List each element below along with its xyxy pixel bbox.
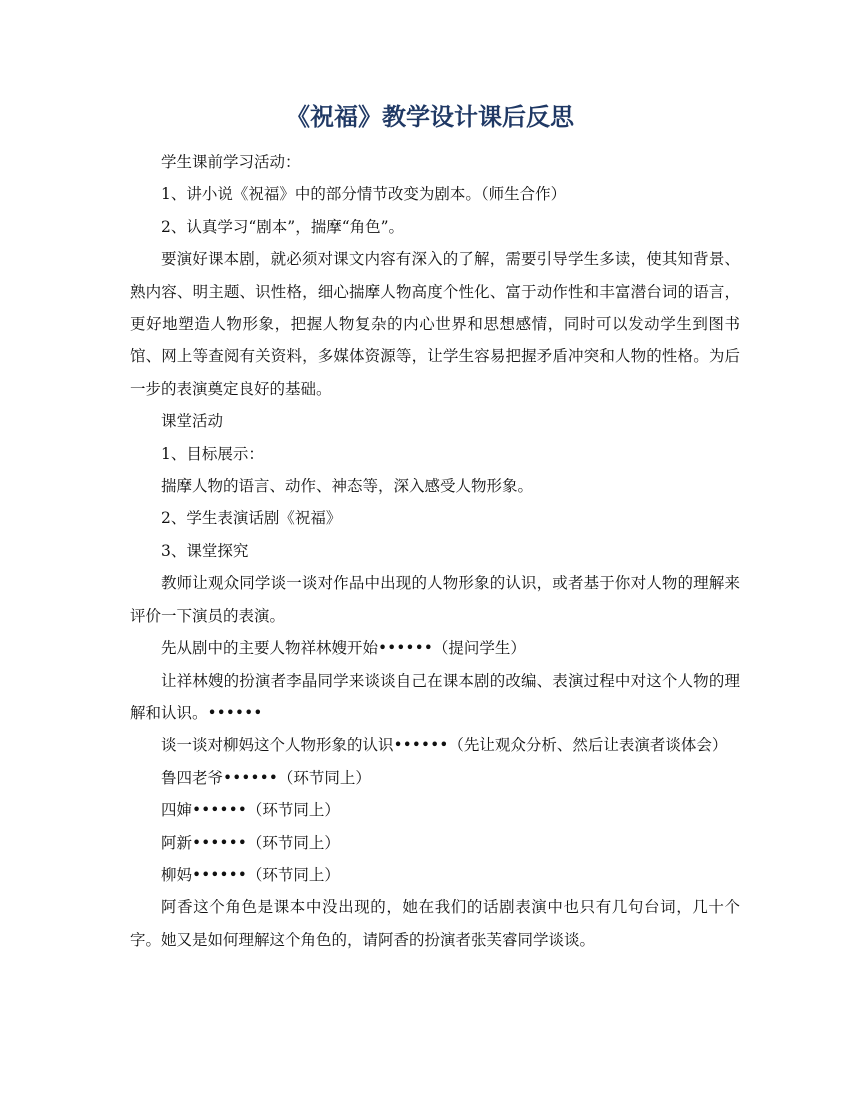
paragraph: 2、认真学习“剧本”，揣摩“角色”。	[161, 217, 405, 236]
paragraph: 谈一谈对柳妈这个人物形象的认识••••••（先让观众分析、然后让表演者谈体会）	[161, 736, 728, 755]
paragraph: 揣摩人物的语言、动作、神态等，深入感受人物形象。	[161, 477, 534, 496]
page-title: 《祝福》教学设计课后反思	[286, 102, 574, 131]
paragraph: 先从剧中的主要人物祥林嫂开始••••••（提问学生）	[161, 639, 526, 658]
paragraph: 课堂活动	[161, 412, 224, 431]
paragraph: 2、学生表演话剧《祝福》	[161, 509, 342, 528]
paragraph: 柳妈••••••（环节同上）	[161, 865, 340, 884]
paragraph: 学生课前学习活动：	[161, 153, 301, 171]
paragraph: 四婶••••••（环节同上）	[161, 801, 340, 820]
paragraph: 3、课堂探究	[161, 541, 249, 560]
paragraph: 教师让观众同学谈一谈对作品中出现的人物形象的认识，或者基于你对人物的理解来评价一下演员的表演。	[130, 574, 740, 625]
paragraph: 1、目标展示：	[161, 444, 264, 463]
paragraph: 1、讲小说《祝福》中的部分情节改变为剧本。（师生合作）	[161, 185, 567, 204]
paragraph: 要演好课本剧，就必须对课文内容有深入的了解，需要引导学生多读，使其知背景、熟内容、明主题、识性格，细心揣摩人物高度个性化、富于动作性和丰富潜台词的语言，更好地塑造人物形象，把握人物复杂的内心世界和思想感情，同时可以发动学生到图书馆、网上等查阅有关资料，多媒体资源等，让学生容易把握矛盾冲突和人物的性格。为后一步的表演奠定良好的基础。	[130, 250, 740, 398]
paragraph: 阿香这个角色是课本中没出现的，她在我们的话剧表演中也只有几句台词，几十个字。她又是如何理解这个角色的，请阿香的扮演者张芙睿同学谈谈。	[130, 898, 740, 949]
paragraph: 阿新••••••（环节同上）	[161, 833, 340, 852]
paragraph: 让祥林嫂的扮演者李晶同学来谈谈自己在课本剧的改编、表演过程中对这个人物的理解和认识。••••••	[130, 671, 740, 722]
paragraph: 鲁四老爷••••••（环节同上）	[161, 768, 371, 787]
document-body	[130, 146, 740, 956]
